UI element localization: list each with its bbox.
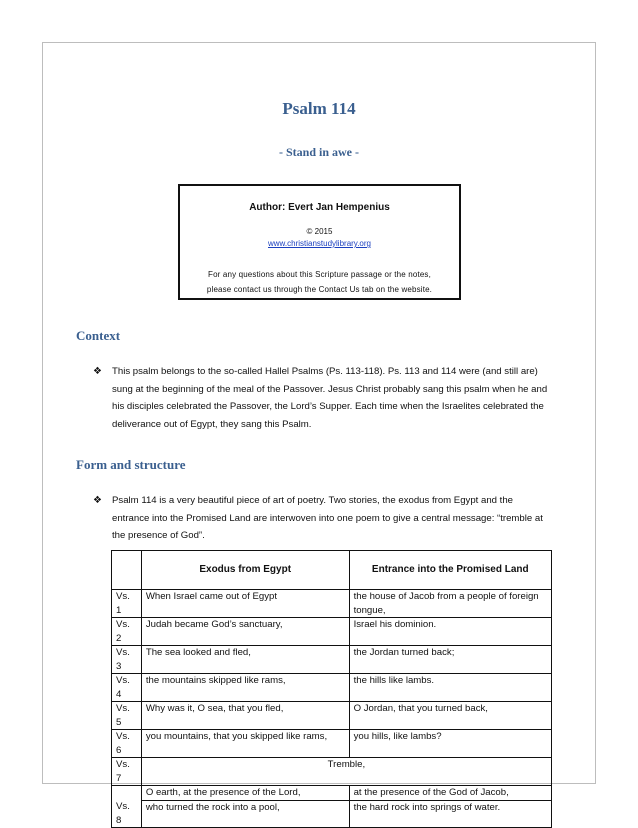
exodus-cell: you mountains, that you skipped like rams, <box>141 730 349 758</box>
exodus-cell: Judah became God’s sanctuary, <box>141 618 349 646</box>
verse-cell: Vs. 1 <box>112 590 142 618</box>
table-row <box>112 758 552 786</box>
exodus-cell: Why was it, O sea, that you fled, <box>141 702 349 730</box>
contact-note-line-1: For any questions about this Scripture passage or the notes, <box>208 270 431 279</box>
entrance-cell: the Jordan turned back; <box>349 646 551 674</box>
verse-cell: Vs. 2 <box>112 618 142 646</box>
entrance-cell: the hills like lambs. <box>349 674 551 702</box>
form-bullet-text: Psalm 114 is a very beautiful piece of art of poetry. Two stories, the exodus from Egypt and the entrance into the Promised Land are interwoven into one poem to give a central message: “tremble at the presence of God”. <box>112 495 543 541</box>
contact-note-line-2: please contact us through the Contact Us tab on the website. <box>206 285 433 294</box>
table-row <box>112 646 552 674</box>
verse-cell: Vs. 4 <box>112 674 142 702</box>
diamond-bullet-icon: ❖ <box>93 495 102 506</box>
table-row <box>112 800 552 828</box>
table-row <box>112 786 552 801</box>
exodus-cell: The sea looked and fled, <box>141 646 349 674</box>
entrance-cell: the hard rock into springs of water. <box>349 800 551 828</box>
table-header-row <box>112 551 552 590</box>
entrance-cell: you hills, like lambs? <box>349 730 551 758</box>
table-row <box>112 590 552 618</box>
copyright-line: © 2015 <box>306 227 333 236</box>
verse-cell: Vs. 5 <box>112 702 142 730</box>
exodus-cell: the mountains skipped like rams, <box>141 674 349 702</box>
entrance-cell: O Jordan, that you turned back, <box>349 702 551 730</box>
context-bullet <box>93 363 549 433</box>
exodus-cell: O earth, at the presence of the Lord, <box>141 786 349 801</box>
table-header-empty <box>112 551 142 590</box>
document-subtitle: - Stand in awe - <box>278 145 359 159</box>
verse-cell: Vs. 6 <box>112 730 142 758</box>
website-link[interactable]: www.christianstudylibrary.org <box>268 239 371 248</box>
entrance-cell: the house of Jacob from a people of foreign tongue, <box>349 590 551 618</box>
verse-cell: Vs. 7 <box>112 758 142 786</box>
verse-cell-empty <box>112 786 142 801</box>
table-header-entrance: Entrance into the Promised Land <box>349 551 551 590</box>
entrance-cell: at the presence of the God of Jacob, <box>349 786 551 801</box>
table-row <box>112 618 552 646</box>
document-title: Psalm 114 <box>282 99 356 118</box>
diamond-bullet-icon: ❖ <box>93 366 102 377</box>
entrance-cell: Israel his dominion. <box>349 618 551 646</box>
verse-cell: Vs. 8 <box>112 800 142 828</box>
form-bullet <box>93 492 549 545</box>
author-line: Author: Evert Jan Hempenius <box>249 202 390 213</box>
context-bullet-text: This psalm belongs to the so-called Hallel Psalms (Ps. 113-118). Ps. 113 and 114 were (and still are) sung at the beginning of the meal of the Passover. Jesus Christ probably sang this psalm when he and his disciples celebrated the Passover, the Lord’s Supper. Each time when the Israelites celebrated the deliverance out of Egypt, they sang this Psalm. <box>112 366 548 430</box>
verse-cell: Vs. 3 <box>112 646 142 674</box>
comparison-table <box>111 550 552 828</box>
table-row <box>112 674 552 702</box>
author-info-box <box>178 184 461 300</box>
table-row <box>112 730 552 758</box>
table-header-exodus: Exodus from Egypt <box>141 551 349 590</box>
contact-note <box>180 267 459 297</box>
form-structure-heading: Form and structure <box>76 457 186 472</box>
exodus-cell: who turned the rock into a pool, <box>141 800 349 828</box>
table-row <box>112 702 552 730</box>
merged-cell: Tremble, <box>141 758 551 786</box>
context-heading: Context <box>76 328 121 343</box>
exodus-cell: When Israel came out of Egypt <box>141 590 349 618</box>
